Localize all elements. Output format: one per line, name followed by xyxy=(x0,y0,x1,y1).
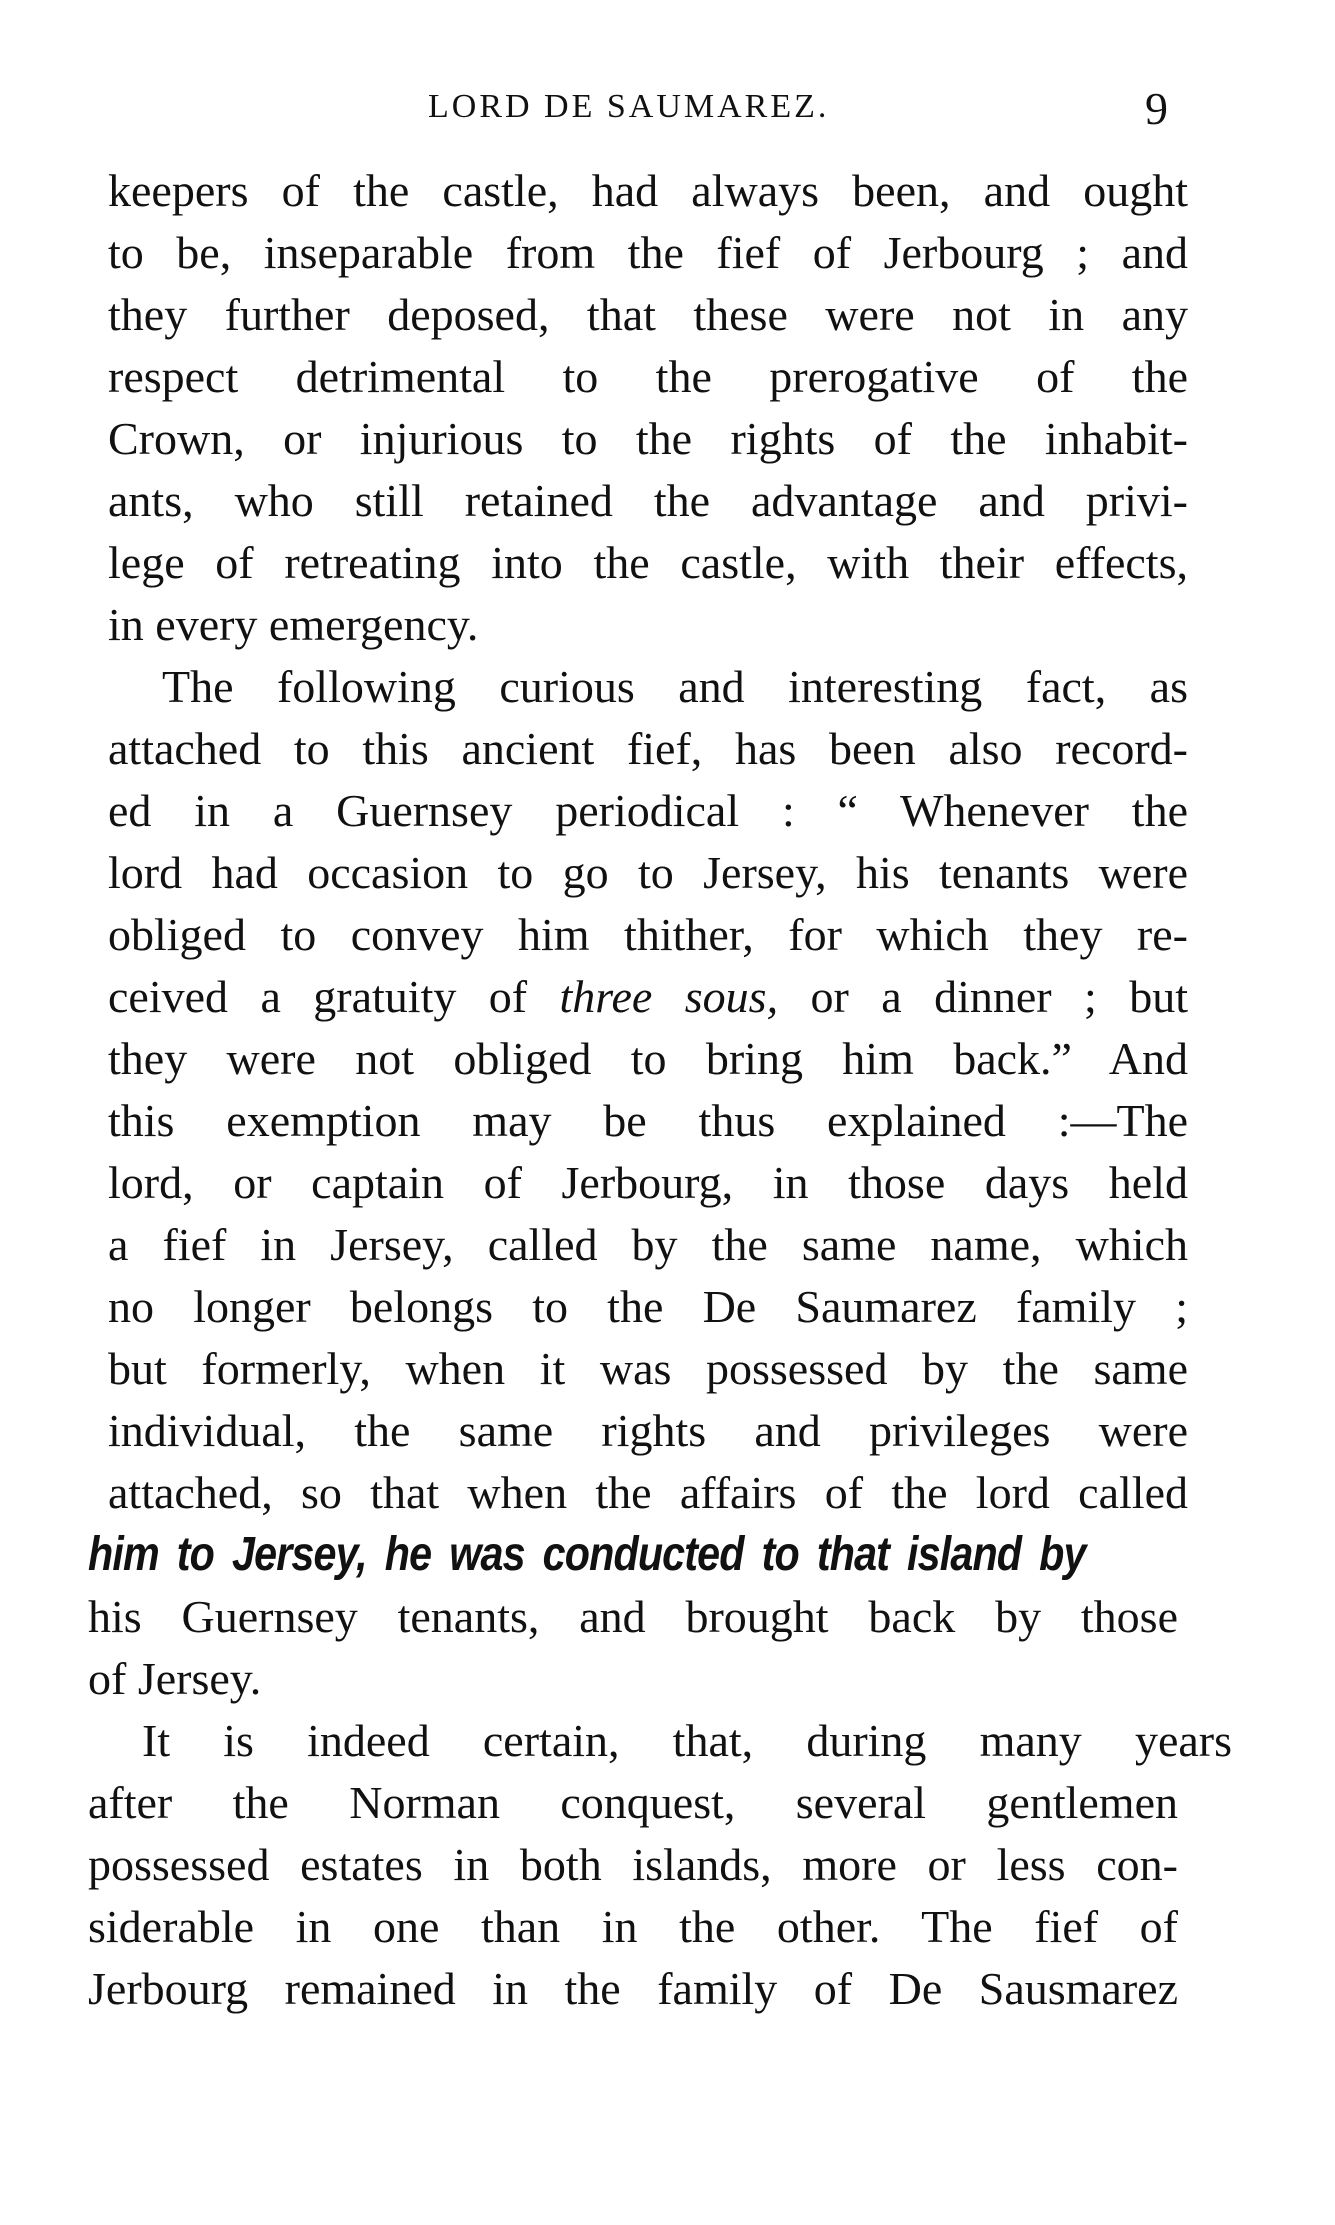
page-number: 9 xyxy=(1145,83,1168,134)
text-line: lege of retreating into the castle, with their effects, xyxy=(108,537,1188,588)
text-line: this exemption may be thus explained :—The xyxy=(108,1095,1188,1146)
text-line xyxy=(108,966,1188,1028)
text-line: keepers of the castle, had always been, and ought xyxy=(108,165,1188,216)
text-line: his Guernsey tenants, and brought back by those xyxy=(88,1591,1178,1642)
text-line: ed in a Guernsey periodical : “ Whenever the xyxy=(108,785,1188,836)
text-line: to be, inseparable from the fief of Jerbourg ; and xyxy=(108,227,1188,278)
text-line: possessed estates in both islands, more or less con- xyxy=(88,1839,1178,1890)
text-line: lord had occasion to go to Jersey, his tenants were xyxy=(108,847,1188,898)
text-line: individual, the same rights and privileges were xyxy=(108,1405,1188,1456)
text-line: Crown, or injurious to the rights of the inhabit- xyxy=(108,413,1188,464)
page-header xyxy=(108,83,1188,138)
text-line: no longer belongs to the De Saumarez family ; xyxy=(108,1281,1188,1332)
text-line: a fief in Jersey, called by the same name, which xyxy=(108,1219,1188,1270)
text-line: after the Norman conquest, several gentlemen xyxy=(88,1777,1178,1828)
text-line: but formerly, when it was possessed by the same xyxy=(108,1343,1188,1394)
text-line: obliged to convey him thither, for which they re- xyxy=(108,909,1188,960)
text-segment: ceived a gratuity of xyxy=(108,971,560,1022)
text-line: they were not obliged to bring him back.” And xyxy=(108,1033,1188,1084)
body-text xyxy=(88,160,1232,2020)
text-line: ants, who still retained the advantage and privi- xyxy=(108,475,1188,526)
running-head: LORD DE SAUMAREZ. xyxy=(428,88,830,125)
text-line: they further deposed, that these were not in any xyxy=(108,289,1188,340)
text-line: attached to this ancient fief, has been also record- xyxy=(108,723,1188,774)
text-line: in every emergency. xyxy=(108,599,479,650)
text-line: of Jersey. xyxy=(88,1653,262,1704)
text-line: attached, so that when the affairs of the lord called xyxy=(108,1467,1188,1518)
italic-phrase: three sous, xyxy=(559,971,779,1022)
paragraph-start-line: It is indeed certain, that, during many years xyxy=(142,1715,1232,1766)
pasted-fragment-line: him to Jersey, he was conducted to that island by xyxy=(88,1528,1086,1581)
text-segment: or a dinner ; but xyxy=(778,971,1188,1022)
text-line: Jerbourg remained in the family of De Sausmarez xyxy=(88,1963,1178,2014)
paragraph-start-line: The following curious and interesting fact, as xyxy=(162,661,1188,712)
text-line: siderable in one than in the other. The fief of xyxy=(88,1901,1178,1952)
text-line: lord, or captain of Jerbourg, in those days held xyxy=(108,1157,1188,1208)
text-line: respect detrimental to the prerogative of the xyxy=(108,351,1188,402)
